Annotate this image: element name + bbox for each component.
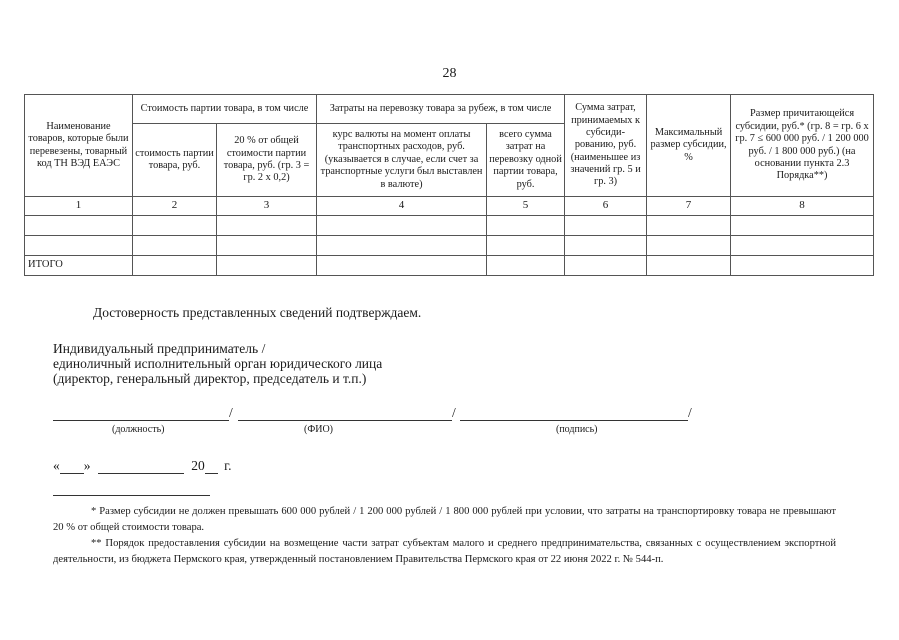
footnote-divider xyxy=(53,495,210,496)
table-cell[interactable] xyxy=(731,256,874,276)
table-cell[interactable] xyxy=(25,216,133,236)
footnote-2 xyxy=(53,536,836,567)
table-cell[interactable] xyxy=(647,236,731,256)
signature-label: (подпись) xyxy=(556,424,598,435)
column-number: 8 xyxy=(731,197,874,216)
col7-header: Максимальный размер субсидии, % xyxy=(647,95,731,197)
table-cell[interactable] xyxy=(731,216,874,236)
table-row xyxy=(25,216,874,236)
table-header-row xyxy=(25,95,874,124)
column-number: 6 xyxy=(565,197,647,216)
table-cell[interactable] xyxy=(731,236,874,256)
col4-header: курс валюты на момент оплаты транспортных расходов, руб. (указывается в случае, если счет за транспортные услуги был выставлен в валюте) xyxy=(317,124,487,197)
table-cell[interactable] xyxy=(25,236,133,256)
signature-field[interactable] xyxy=(460,420,688,421)
column-number: 2 xyxy=(133,197,217,216)
table-cell[interactable] xyxy=(133,216,217,236)
table-cell[interactable] xyxy=(647,256,731,276)
separator-slash: / xyxy=(229,405,233,420)
column-number: 3 xyxy=(217,197,317,216)
position-field[interactable] xyxy=(53,420,229,421)
total-label: ИТОГО xyxy=(25,256,133,276)
column-number-row xyxy=(25,197,874,216)
table-cell[interactable] xyxy=(487,236,565,256)
position-label: (должность) xyxy=(112,424,165,435)
date-line xyxy=(53,458,232,474)
table-row xyxy=(25,236,874,256)
month-field[interactable] xyxy=(98,459,184,474)
column-number: 7 xyxy=(647,197,731,216)
separator-slash: / xyxy=(452,405,456,420)
table-cell[interactable] xyxy=(487,256,565,276)
table-cell[interactable] xyxy=(317,216,487,236)
col3-header: 20 % от общей стоимости партии товара, руб. (гр. 3 = гр. 2 х 0,2) xyxy=(217,124,317,197)
year-field[interactable] xyxy=(205,459,218,474)
name-label: (ФИО) xyxy=(304,424,334,435)
table-cell[interactable] xyxy=(317,236,487,256)
signer-line-1: Индивидуальный предприниматель / xyxy=(53,341,266,356)
column-number: 4 xyxy=(317,197,487,216)
table-cell[interactable] xyxy=(647,216,731,236)
page-number: 28 xyxy=(442,66,457,81)
date-close-quote: » xyxy=(83,458,91,473)
col8-header: Размер причитающейся субсидии, руб.* (гр. 8 = гр. 6 х гр. 7 ≤ 600 000 руб. / 1 200 000 руб. / 1 800 000 руб.) (на основании пункта 2.3 Порядка**) xyxy=(731,95,874,197)
group-transport-header: Затраты на перевозку товара за рубеж, в том числе xyxy=(317,95,565,124)
footnote-2-text: ** Порядок предоставления субсидии на возмещение части затрат субъектам малого и среднего предпринимательства, связанных с осуществлением экспортной деятельности, из бюджета Пермского края, утвержденный постановлением Правительства Пермского края от 22 июня 2022 г. № 544-п. xyxy=(53,538,836,565)
col1-header: Наименование товаров, которые были перевезены, товарный код ТН ВЭД ЕАЭС xyxy=(25,95,133,197)
signer-line-2: единоличный исполнительный орган юридического лица xyxy=(53,356,383,371)
column-number: 1 xyxy=(25,197,133,216)
table-cell[interactable] xyxy=(133,256,217,276)
table-cell[interactable] xyxy=(133,236,217,256)
group-cost-header: Стоимость партии товара, в том числе xyxy=(133,95,317,124)
table-cell[interactable] xyxy=(565,216,647,236)
table-cell[interactable] xyxy=(217,236,317,256)
column-number: 5 xyxy=(487,197,565,216)
day-field[interactable] xyxy=(60,459,84,474)
total-row xyxy=(25,256,874,276)
col2-header: стоимость партии товара, руб. xyxy=(133,124,217,197)
name-field[interactable] xyxy=(238,420,452,421)
table-cell[interactable] xyxy=(565,256,647,276)
col6-header: Сумма затрат, принимаемых к субсиди-рованию, руб. (наименьшее из значений гр. 5 и гр. 3) xyxy=(565,95,647,197)
date-open-quote: « xyxy=(53,458,60,473)
subsidy-table xyxy=(24,94,874,276)
separator-slash: / xyxy=(688,405,692,420)
table-cell[interactable] xyxy=(565,236,647,256)
table-cell[interactable] xyxy=(217,256,317,276)
confirmation-text: Достоверность представленных сведений подтверждаем. xyxy=(93,305,422,320)
footnote-1-text: * Размер субсидии не должен превышать 600 000 рублей / 1 200 000 рублей / 1 800 000 рублей при условии, что затраты на транспортировку товара не превышают 20 % от общей стоимости товара. xyxy=(53,506,836,533)
table-cell[interactable] xyxy=(217,216,317,236)
col5-header: всего сумма затрат на перевозку одной партии товара, руб. xyxy=(487,124,565,197)
table-cell[interactable] xyxy=(487,216,565,236)
footnote-1 xyxy=(53,504,836,535)
table-cell[interactable] xyxy=(317,256,487,276)
year-suffix: г. xyxy=(224,458,232,473)
year-prefix: 20 xyxy=(191,458,205,473)
signer-line-3: (директор, генеральный директор, председатель и т.п.) xyxy=(53,371,367,386)
